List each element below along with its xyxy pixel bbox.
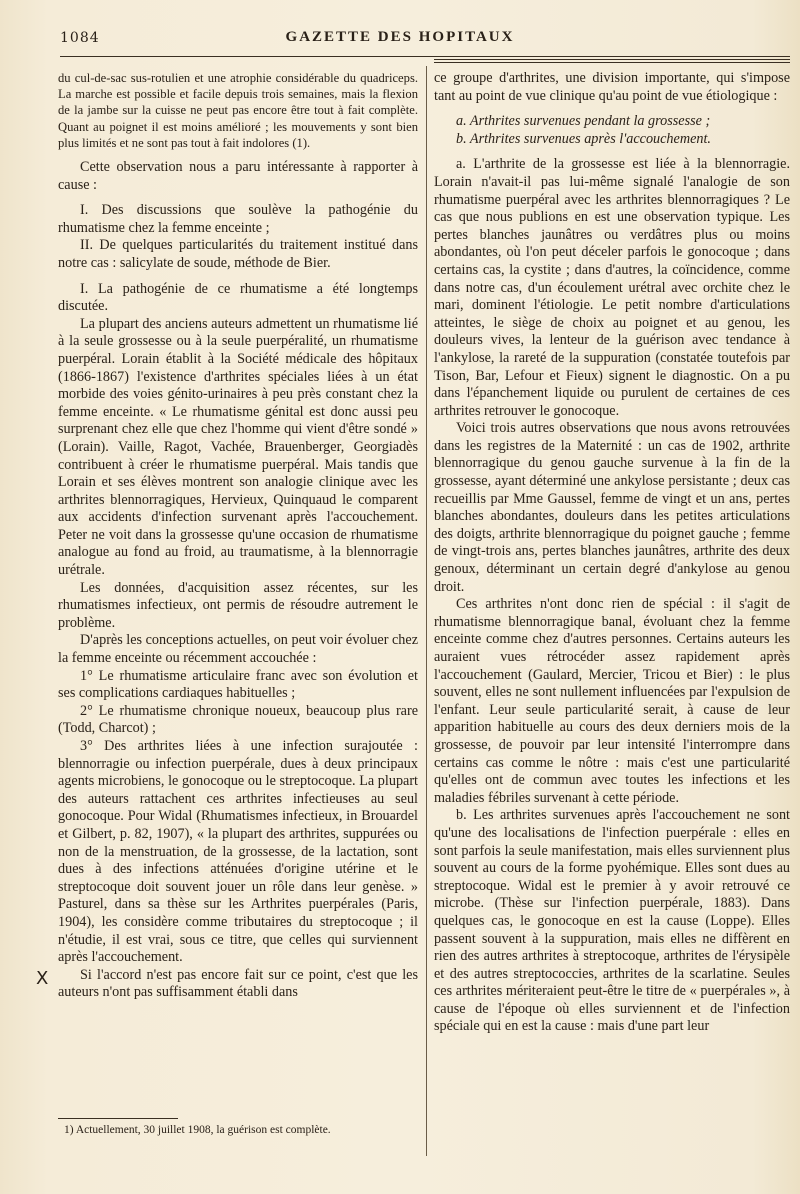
paragraph-point-1: I. Des discussions que soulève la pathogénie du rhumatisme chez la femme enceinte ;: [58, 202, 418, 236]
list-item-2: 2° Le rhumatisme chronique noueux, beaucoup plus rare (Todd, Charcot) ;: [58, 702, 418, 737]
paragraph-accord: Si l'accord n'est pas encore fait sur ce point, c'est que les auteurs n'ont pas suffisamment établi dans: [58, 966, 418, 1001]
paragraph-intro: Cette observation nous a paru intéressante à rapporter à cause :: [58, 159, 418, 193]
list-item-1: 1° Le rhumatisme articulaire franc avec son évolution et ses complications cardiaques habituelles ;: [58, 667, 418, 702]
paragraph-conceptions: D'après les conceptions actuelles, on peut voir évoluer chez la femme enceinte ou récemment accouchée :: [58, 632, 418, 667]
paragraph-groupe: ce groupe d'arthrites, une division importante, qui s'impose tant au point de vue clinique qu'au point de vue étiologique :: [434, 70, 790, 104]
left-column: [58, 70, 418, 1002]
paragraph-observations: Voici trois autres observations que nous avons retrouvées dans les registres de la Maternité : un cas de 1902, arthrite blennorragique du genou gauche survenue à la fin de la grossesse, ayant déterminé une ankylose persistante ; deux cas recueillis par Mme Gaussel, femme de vingt et un ans, pertes blanches abondantes, douleurs dans les petites articulations des doigts, arthrite blennorragique du poignet gauche ; femme de vingt-trois ans, pertes blanches jaunâtres, arthrite des deux genoux, déterminant un certain degré d'ankylose au genou droit.: [434, 420, 790, 595]
paragraph-apres-accouchement: b. Les arthrites survenues après l'accouchement ne sont qu'une des localisations de l'infection puerpérale : elles en sont parfois la seule manifestation, mais elles surviennent plus souvent au cours de la forme pyohémique. Elles sont dues au streptocoque. Widal est le premier à y avoir retrouvé ce microbe. (Thèse sur l'infection puerpérale, 1883). Dans quelques cas, le gonocoque en est la cause (Loppe). Elles passent souvent à la suppuration, mais elles ne diffèrent en rien des autres arthrites à streptocoque, arthrites de l'érysipèle et des autres streptococcies, arthrites de la scarlatine. Seules ces arthrites mériteraient peut-être le titre de « puerpérales », à cause de l'époque où elles surviennent et de l'infection spéciale qui en est la cause : mais d'une part leur: [434, 807, 790, 1035]
footnote: 1) Actuellement, 30 juillet 1908, la guérison est complète.: [64, 1124, 331, 1136]
page-header: [0, 28, 800, 54]
header-rule-double: [434, 59, 790, 60]
column-divider: [426, 66, 427, 1156]
margin-mark: X: [36, 968, 49, 989]
right-column: [434, 70, 790, 1036]
division-a: a. Arthrites survenues pendant la grossesse ;: [456, 113, 711, 130]
page-number: 1084: [60, 30, 100, 46]
running-title: GAZETTE DES HOPITAUX: [285, 29, 515, 45]
paragraph-particularites: Ces arthrites n'ont donc rien de spécial : il s'agit de rhumatisme blennorragique banal, évoluant chez la femme enceinte comme chez d'autres personnes. Certains auteurs les auraient vues rétrocéder assez rapidement après l'accouchement (Gaulard, Mercier, Tricou et Bier) : le plus souvent, elles ne sont nullement influencées par l'expulsion de l'enfant. Leur seule particularité serait, à cause de leur apparition habituelle au cours des deux derniers mois de la grossesse, de pouvoir par leur intensité l'interrompre dans certains cas comme le nôtre : mais c'est une particularité qu'elles ont de commun avec toutes les infections et les maladies fébriles survenant à cette période.: [434, 596, 790, 806]
paragraph-donnees: Les données, d'acquisition assez récentes, sur les rhumatismes infectieux, ont permis de résoudre autrement le problème.: [58, 579, 418, 631]
list-item-3: 3° Des arthrites liées à une infection surajoutée : blennorragie ou infection puerpérale, dues à deux principaux agents microbiens, le gonocoque ou le streptocoque. La plupart des auteurs rattachent ces arthrites infectieuses au seul gonocoque. Pour Widal (Rhumatismes infectieux, in Brouardel et Gilbert, p. 82, 1907), « la plupart des arthrites, suppurées ou non de la menstruation, de la grossesse, de la lactation, sont dues à des infections atténuées d'origine utérine et le streptocoque doit souvent jouer un rôle dans leur genèse. » Pasturel, dans sa thèse sur les Arthrites puerpérales (Paris, 1904), les considère comme tributaires du streptocoque ; il n'étudie, il est vrai, sous ce titre, que celles qui surviennent après l'accouchement.: [58, 738, 418, 966]
paragraph-point-2: II. De quelques particularités du traitement institué dans notre cas : salicylate de soude, méthode de Bier.: [58, 237, 418, 271]
division-b: b. Arthrites survenues après l'accouchement.: [456, 130, 711, 147]
footnote-rule: [58, 1118, 178, 1119]
paragraph-anciens-auteurs: La plupart des anciens auteurs admettent un rhumatisme lié à la seule grossesse ou à la seule puerpéralité, un rhumatisme puerpéral. Lorain établit à la Société médicale des hôpitaux (1866-1867) l'existence d'arthrites spéciales liées à un état morbide des voies génito-urinaires à peu près constant chez la femme enceinte. « Le rhumatisme génital est donc aussi peu surprenant chez elle que chez l'homme qui vient d'être sondé » (Lorain). Vaille, Ragot, Vachée, Brauenberger, Georgiadès contribuent à créer le rhumatisme puerpéral. Mais tandis que Lorain et ses élèves montrent son analogie clinique avec les arthrites blennorragiques, Hervieux, Quinquaud le comparent aux accidents d'infection survenant après l'accouchement. Peter ne voit dans la grossesse qu'une occasion de rhumatisme analogue au fond au froid, au traumatisme, à la blennorragie urétrale.: [58, 315, 418, 579]
paragraph-pathogenie: I. La pathogénie de ce rhumatisme a été longtemps discutée.: [58, 280, 418, 315]
paragraph-arthrite-grossesse: a. L'arthrite de la grossesse est liée à la blennorragie. Lorain n'avait-il pas lui-même signalé l'analogie de son rhumatisme puerpéral avec les arthrites blennorragiques ? Le cas que nous publions en est une observation typique. Les pertes blanches jaunâtres ou verdâtres plus ou moins abondantes, où l'on peut déceler parfois le gonocoque ; dans certains cas, la cystite ; dans d'autres, la coïncidence, comme dans notre cas, d'un écoulement urétral avec orchite chez le mari, dominent l'étiologie. Le petit nombre d'articulations atteintes, le siège de choix au poignet et au genou, les douleurs vives, la lenteur de la guérison avec tendance à l'ankylose, la rareté de la suppuration (constatée toutefois par Tison, Bar, Lefour et Fieux) signent le diagnostic. On a pu dans l'épanchement liquide ou purulent de certaines de ces arthrites retrouver le gonocoque.: [434, 156, 790, 419]
header-rule: [60, 56, 790, 57]
header-rule-triple: [434, 62, 790, 63]
paragraph-observation-end: du cul-de-sac sus-rotulien et une atrophie considérable du quadriceps. La marche est possible et facile depuis trois semaines, mais la flexion de la jambe sur la cuisse ne peut pas encore être tout à fait complète. Quant au poignet il est moins amélioré ; les mouvements y sont bien plus limités et ne sont pas tout à fait indolores (1).: [58, 71, 418, 150]
